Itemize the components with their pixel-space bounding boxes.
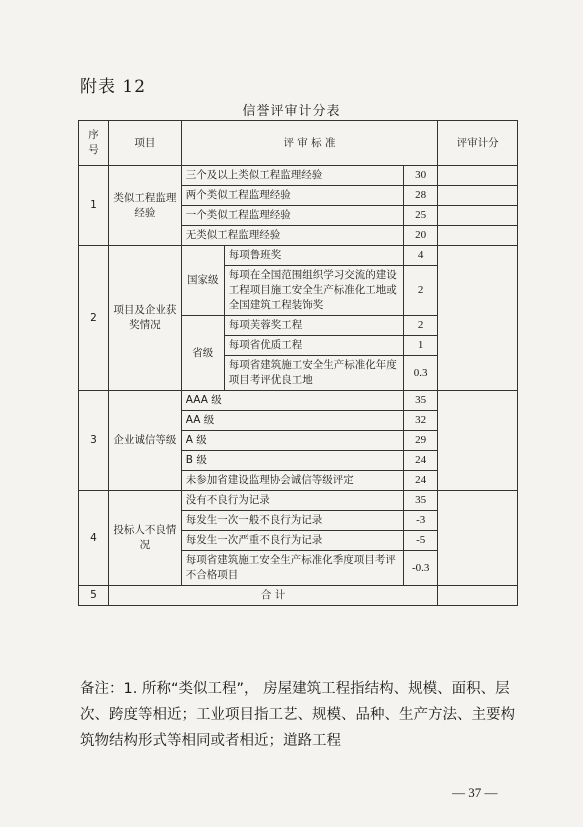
points-cell: 2 [404,316,438,336]
header-score: 评审计分 [438,121,518,166]
criteria-cell: B 级 [181,451,403,471]
score-cell [438,166,518,186]
criteria-cell: AAA 级 [181,391,403,411]
header-criteria: 评 审 标 准 [181,121,437,166]
points-cell: 1 [404,336,438,356]
criteria-cell: 无类似工程监理经验 [181,226,403,246]
score-cell [438,586,518,606]
header-item: 项目 [108,121,181,166]
score-cell [438,246,518,391]
row-no: 1 [79,166,109,246]
total-row [79,586,518,606]
points-cell: 32 [404,411,438,431]
table-row [79,491,518,511]
points-cell: 30 [404,166,438,186]
subcategory-national: 国家级 [181,246,224,316]
points-cell: 25 [404,206,438,226]
item-cell: 投标人不良情况 [108,491,181,586]
score-cell [438,226,518,246]
item-cell: 企业诚信等级 [108,391,181,491]
criteria-cell: 每项在全国范围组织学习交流的建设工程项目施工安全生产标准化工地或全国建筑工程装饰奖 [224,266,403,316]
points-cell: 35 [404,391,438,411]
footnote: 备注：1. 所称“类似工程”， 房屋建筑工程指结构、规模、面积、层次、跨度等相近；工业项目指工艺、规模、品种、生产方法、主要构筑物结构形式等相同或者相近；道路工程 [80,681,515,749]
score-cell [438,391,518,491]
score-cell [438,206,518,226]
item-cell: 类似工程监理经验 [108,166,181,246]
score-cell [438,491,518,586]
criteria-cell: 每项省建筑施工安全生产标准化季度项目考评不合格项目 [181,551,403,586]
points-cell: 0.3 [404,356,438,391]
criteria-cell: 三个及以上类似工程监理经验 [181,166,403,186]
points-cell: 24 [404,451,438,471]
criteria-cell: A 级 [181,431,403,451]
table-row [79,246,518,266]
total-label: 合 计 [108,586,437,606]
header-no: 序号 [79,121,109,166]
points-cell: 2 [404,266,438,316]
table-row [79,166,518,186]
points-cell: 35 [404,491,438,511]
points-cell: 24 [404,471,438,491]
criteria-cell: 没有不良行为记录 [181,491,403,511]
row-no: 5 [79,586,109,606]
row-no: 2 [79,246,109,391]
criteria-cell: 两个类似工程监理经验 [181,186,403,206]
points-cell: -0.3 [404,551,438,586]
table-row [79,391,518,411]
criteria-cell: 每发生一次严重不良行为记录 [181,531,403,551]
page-number: — 37 — [452,785,498,800]
row-no: 4 [79,491,109,586]
points-cell: 4 [404,246,438,266]
criteria-cell: AA 级 [181,411,403,431]
points-cell: 29 [404,431,438,451]
row-no: 3 [79,391,109,491]
score-cell [438,186,518,206]
criteria-cell: 每项省建筑施工安全生产标准化年度项目考评优良工地 [224,356,403,391]
table-header [79,121,518,166]
table-title: 信誉评审计分表 [242,104,341,119]
score-table [78,120,518,606]
criteria-cell: 每项芙蓉奖工程 [224,316,403,336]
criteria-cell: 一个类似工程监理经验 [181,206,403,226]
points-cell: 20 [404,226,438,246]
points-cell: 28 [404,186,438,206]
subcategory-provincial: 省级 [181,316,224,391]
criteria-cell: 每项省优质工程 [224,336,403,356]
item-cell: 项目及企业获奖情况 [108,246,181,391]
points-cell: -3 [404,511,438,531]
appendix-label: 附表 12 [80,77,147,97]
criteria-cell: 每项鲁班奖 [224,246,403,266]
points-cell: -5 [404,531,438,551]
criteria-cell: 每发生一次一般不良行为记录 [181,511,403,531]
criteria-cell: 未参加省建设监理协会诚信等级评定 [181,471,403,491]
